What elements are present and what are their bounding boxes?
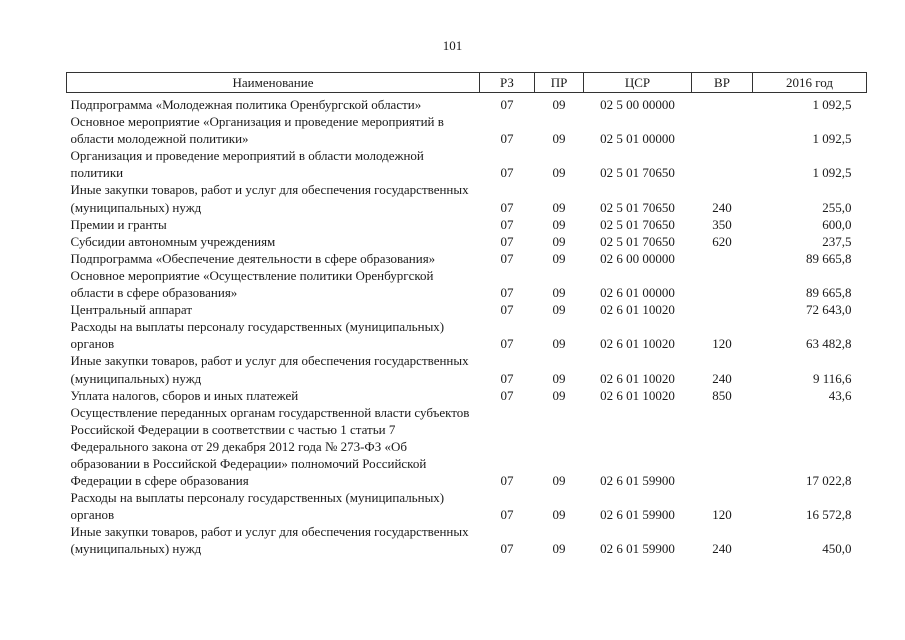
row-name: Иные закупки товаров, работ и услуг для обеспечения государственных (муниципальных) нужд xyxy=(70,353,469,386)
row-csr: 02 5 00 00000 xyxy=(600,97,675,112)
table-row xyxy=(67,216,867,233)
row-vr xyxy=(692,147,753,181)
table-row xyxy=(67,301,867,318)
table-row xyxy=(67,404,867,489)
row-pr: 09 xyxy=(552,541,566,557)
row-csr: 02 6 01 10020 xyxy=(600,387,675,403)
row-rz: 07 xyxy=(500,387,514,403)
row-rz: 07 xyxy=(500,507,514,523)
row-name: Подпрограмма «Обеспечение деятельности в сфере образования» xyxy=(70,250,436,266)
table-row xyxy=(67,489,867,523)
row-pr: 09 xyxy=(552,250,566,266)
row-csr: 02 6 01 59900 xyxy=(600,507,675,523)
row-csr: 02 6 01 10020 xyxy=(600,370,675,386)
row-amount: 72 643,0 xyxy=(806,302,852,318)
row-vr xyxy=(692,250,753,267)
row-amount: 1 092,5 xyxy=(812,97,852,112)
row-name: Основное мероприятие «Осуществление политики Оренбургской области в сфере образования» xyxy=(70,267,434,301)
row-pr: 09 xyxy=(552,165,566,181)
table-body xyxy=(67,93,867,558)
table-row xyxy=(67,250,867,267)
row-rz: 07 xyxy=(500,97,514,112)
row-vr xyxy=(692,113,753,147)
row-vr: 240 xyxy=(712,370,732,386)
row-pr: 09 xyxy=(552,336,566,352)
row-amount: 255,0 xyxy=(822,199,852,215)
row-vr: 350 xyxy=(712,216,732,232)
row-pr: 09 xyxy=(552,507,566,523)
header-csr: ЦСР xyxy=(584,73,692,93)
table-row xyxy=(67,181,867,215)
budget-table xyxy=(66,72,867,558)
table-row xyxy=(67,352,867,386)
row-vr: 240 xyxy=(712,199,732,215)
row-amount: 1 092,5 xyxy=(812,165,852,181)
row-vr: 240 xyxy=(712,541,732,557)
table-row xyxy=(67,267,867,301)
row-csr: 02 5 01 70650 xyxy=(600,199,675,215)
row-pr: 09 xyxy=(552,302,566,318)
row-csr: 02 6 01 00000 xyxy=(600,285,675,301)
row-rz: 07 xyxy=(500,473,514,489)
row-csr: 02 6 01 59900 xyxy=(600,473,675,489)
row-rz: 07 xyxy=(500,541,514,557)
row-pr: 09 xyxy=(552,473,566,489)
row-name: Премии и гранты xyxy=(70,216,167,232)
row-pr: 09 xyxy=(552,199,566,215)
table-row xyxy=(67,523,867,557)
row-vr xyxy=(692,267,753,301)
row-name: Центральный аппарат xyxy=(70,302,193,318)
row-amount: 17 022,8 xyxy=(806,473,852,489)
row-rz: 07 xyxy=(500,131,514,147)
row-pr: 09 xyxy=(552,216,566,232)
row-pr: 09 xyxy=(552,131,566,147)
row-rz: 07 xyxy=(500,336,514,352)
row-pr: 09 xyxy=(552,370,566,386)
row-pr: 09 xyxy=(552,97,566,112)
row-csr: 02 6 00 00000 xyxy=(600,250,675,266)
row-csr: 02 6 01 10020 xyxy=(600,336,675,352)
row-name: Подпрограмма «Молодежная политика Оренбургской области» xyxy=(70,97,422,112)
row-rz: 07 xyxy=(500,165,514,181)
row-pr: 09 xyxy=(552,285,566,301)
row-amount: 600,0 xyxy=(822,216,852,232)
row-csr: 02 5 01 70650 xyxy=(600,233,675,249)
row-rz: 07 xyxy=(500,199,514,215)
row-vr: 120 xyxy=(712,336,732,352)
table-row xyxy=(67,147,867,181)
row-vr xyxy=(692,404,753,489)
row-vr: 120 xyxy=(712,507,732,523)
row-amount: 63 482,8 xyxy=(806,336,852,352)
row-name: Осуществление переданных органам государственной власти субъектов Российской Федерации в соответствии с частью 1 статьи 7 Федерального закона от 29 декабря 2012 года № 273-ФЗ «Об образовании в Российской Федерации» полномочий Российской Федерации в сфере образования xyxy=(70,404,470,489)
header-vr: ВР xyxy=(692,73,753,93)
row-rz: 07 xyxy=(500,370,514,386)
row-pr: 09 xyxy=(552,387,566,403)
table-row xyxy=(67,233,867,250)
row-name: Основное мероприятие «Организация и проведение мероприятий в области молодежной политики» xyxy=(70,114,444,147)
row-amount: 450,0 xyxy=(822,541,852,557)
row-amount: 237,5 xyxy=(822,233,852,249)
row-name: Субсидии автономным учреждениям xyxy=(70,233,276,249)
row-name: Расходы на выплаты персоналу государственных (муниципальных) органов xyxy=(70,319,445,352)
row-vr xyxy=(692,93,753,114)
row-vr: 620 xyxy=(712,233,732,249)
row-rz: 07 xyxy=(500,233,514,249)
row-rz: 07 xyxy=(500,250,514,266)
row-amount: 43,6 xyxy=(828,387,852,403)
row-name: Иные закупки товаров, работ и услуг для обеспечения государственных (муниципальных) нужд xyxy=(70,524,469,557)
row-csr: 02 6 01 10020 xyxy=(600,302,675,318)
table-row xyxy=(67,318,867,352)
row-csr: 02 5 01 70650 xyxy=(600,165,675,181)
row-amount: 1 092,5 xyxy=(812,131,852,147)
header-year: 2016 год xyxy=(753,73,867,93)
row-amount: 89 665,8 xyxy=(806,250,852,266)
table-row xyxy=(67,113,867,147)
row-amount: 89 665,8 xyxy=(806,285,852,301)
table-row xyxy=(67,93,867,114)
row-name: Расходы на выплаты персоналу государственных (муниципальных) органов xyxy=(70,490,445,523)
table-header-row xyxy=(67,73,867,93)
row-amount: 16 572,8 xyxy=(806,507,852,523)
header-pr: ПР xyxy=(535,73,584,93)
header-name: Наименование xyxy=(67,73,480,93)
table-row xyxy=(67,387,867,404)
row-amount: 9 116,6 xyxy=(812,370,852,386)
row-name: Иные закупки товаров, работ и услуг для обеспечения государственных (муниципальных) нужд xyxy=(70,182,469,215)
row-csr: 02 6 01 59900 xyxy=(600,541,675,557)
row-csr: 02 5 01 70650 xyxy=(600,216,675,232)
row-rz: 07 xyxy=(500,302,514,318)
row-csr: 02 5 01 00000 xyxy=(600,131,675,147)
row-pr: 09 xyxy=(552,233,566,249)
row-vr: 850 xyxy=(712,387,732,403)
page-number: 101 xyxy=(442,38,463,53)
row-rz: 07 xyxy=(500,216,514,232)
row-name: Организация и проведение мероприятий в области молодежной политики xyxy=(70,148,424,181)
row-name: Уплата налогов, сборов и иных платежей xyxy=(70,387,299,403)
header-rz: РЗ xyxy=(480,73,535,93)
row-vr xyxy=(692,301,753,318)
row-rz: 07 xyxy=(500,285,514,301)
